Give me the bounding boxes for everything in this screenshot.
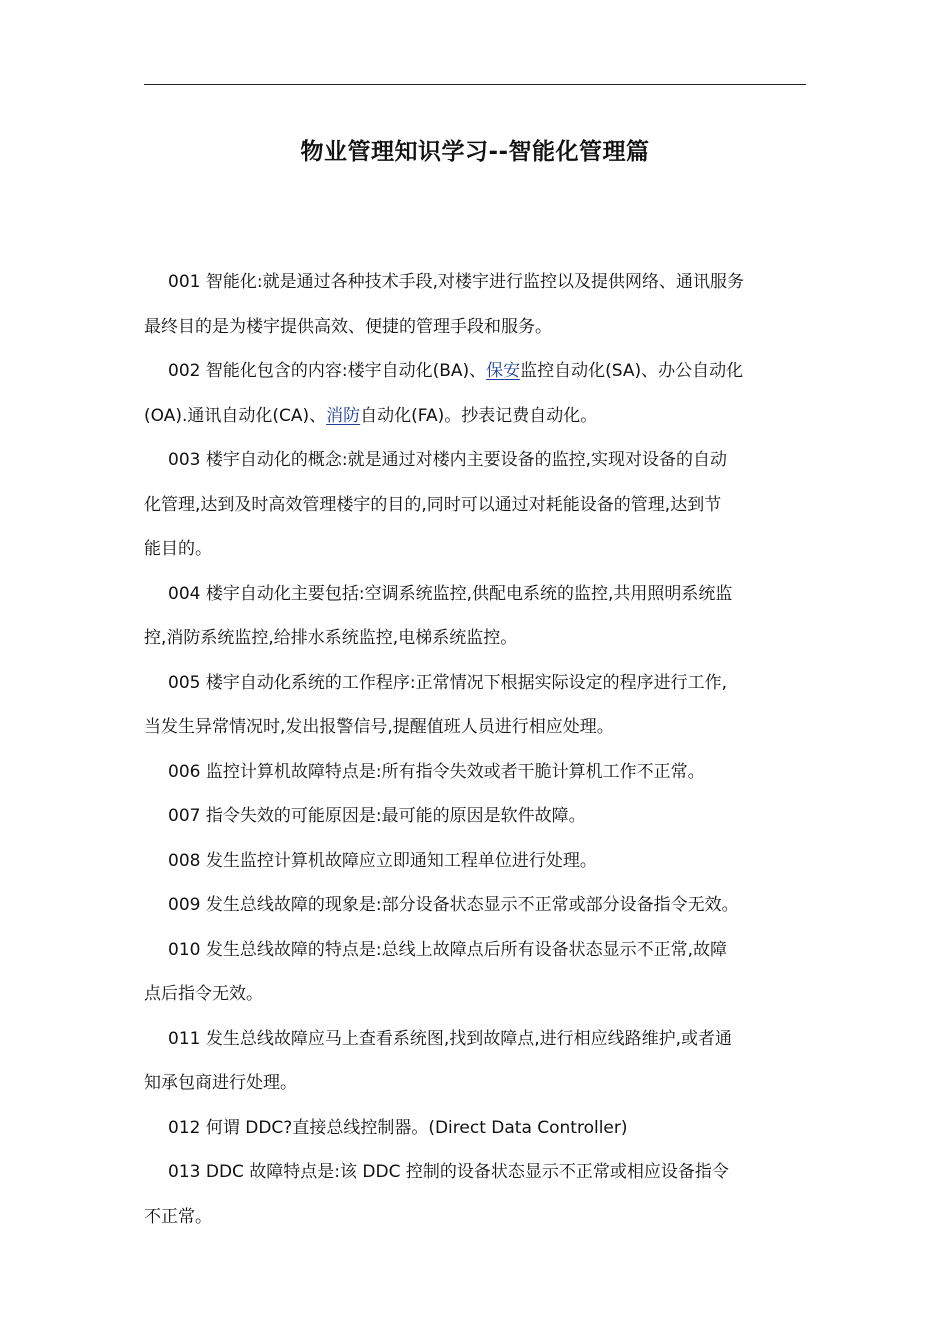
- document-body: [144, 260, 806, 1239]
- text-segment: 监控自动化(SA)、办公自动化: [520, 361, 744, 381]
- paragraph-008: [144, 839, 806, 884]
- document-title: 物业管理知识学习--智能化管理篇: [300, 139, 650, 165]
- paragraph-004: [144, 572, 806, 661]
- text-segment: 自动化(FA)。抄表记费自动化。: [360, 405, 598, 426]
- text-line: 能目的。: [144, 539, 212, 559]
- text-line: 003 楼宇自动化的概念:就是通过对楼内主要设备的监控,实现对设备的自动: [168, 450, 727, 470]
- paragraph-010: [144, 928, 806, 1017]
- paragraph-003: [144, 438, 806, 572]
- paragraph-001: [144, 260, 806, 349]
- text-line: 控,消防系统监控,给排水系统监控,电梯系统监控。: [144, 628, 518, 648]
- paragraph-005: [144, 661, 806, 750]
- text-line: 知承包商进行处理。: [144, 1073, 297, 1093]
- text-line: [144, 394, 806, 439]
- header-rule: [144, 84, 806, 85]
- text-line: 007 指令失效的可能原因是:最可能的原因是软件故障。: [168, 806, 586, 826]
- paragraph-012: [144, 1106, 806, 1151]
- paragraph-013: [144, 1150, 806, 1239]
- text-segment: (OA).通讯自动化(CA)、: [144, 405, 327, 426]
- text-line: 不正常。: [144, 1206, 212, 1227]
- text-line: 005 楼宇自动化系统的工作程序:正常情况下根据实际设定的程序进行工作,: [168, 672, 727, 693]
- link-baoan[interactable]: 保安: [486, 361, 521, 381]
- text-line: 001 智能化:就是通过各种技术手段,对楼宇进行监控以及提供网络、通讯服务: [168, 272, 744, 292]
- link-xiaofang[interactable]: 消防: [326, 405, 361, 426]
- text-line: [144, 349, 806, 394]
- paragraph-011: [144, 1017, 806, 1106]
- paragraph-006: [144, 750, 806, 795]
- text-line: 004 楼宇自动化主要包括:空调系统监控,供配电系统的监控,共用照明系统监: [168, 583, 733, 604]
- text-line: 011 发生总线故障应马上查看系统图,找到故障点,进行相应线路维护,或者通: [168, 1028, 733, 1049]
- text-line: 013 DDC 故障特点是:该 DDC 控制的设备状态显示不正常或相应设备指令: [168, 1162, 729, 1182]
- text-line: 010 发生总线故障的特点是:总线上故障点后所有设备状态显示不正常,故障: [168, 939, 727, 960]
- paragraph-009: [144, 883, 806, 928]
- text-line: 点后指令无效。: [144, 984, 263, 1004]
- text-line: 当发生异常情况时,发出报警信号,提醒值班人员进行相应处理。: [144, 717, 614, 737]
- text-line: 012 何谓 DDC?直接总线控制器。(Direct Data Controller): [168, 1117, 628, 1138]
- paragraph-007: [144, 794, 806, 839]
- text-line: 最终目的是为楼宇提供高效、便捷的管理手段和服务。: [144, 316, 552, 337]
- text-line: 008 发生监控计算机故障应立即通知工程单位进行处理。: [168, 850, 597, 871]
- text-line: 006 监控计算机故障特点是:所有指令失效或者干脆计算机工作不正常。: [168, 761, 705, 782]
- text-line: 009 发生总线故障的现象是:部分设备状态显示不正常或部分设备指令无效。: [168, 895, 739, 915]
- text-segment: 002 智能化包含的内容:楼宇自动化(BA)、: [168, 361, 487, 381]
- text-line: 化管理,达到及时高效管理楼宇的目的,同时可以通过对耗能设备的管理,达到节: [144, 494, 722, 515]
- paragraph-002: [144, 349, 806, 438]
